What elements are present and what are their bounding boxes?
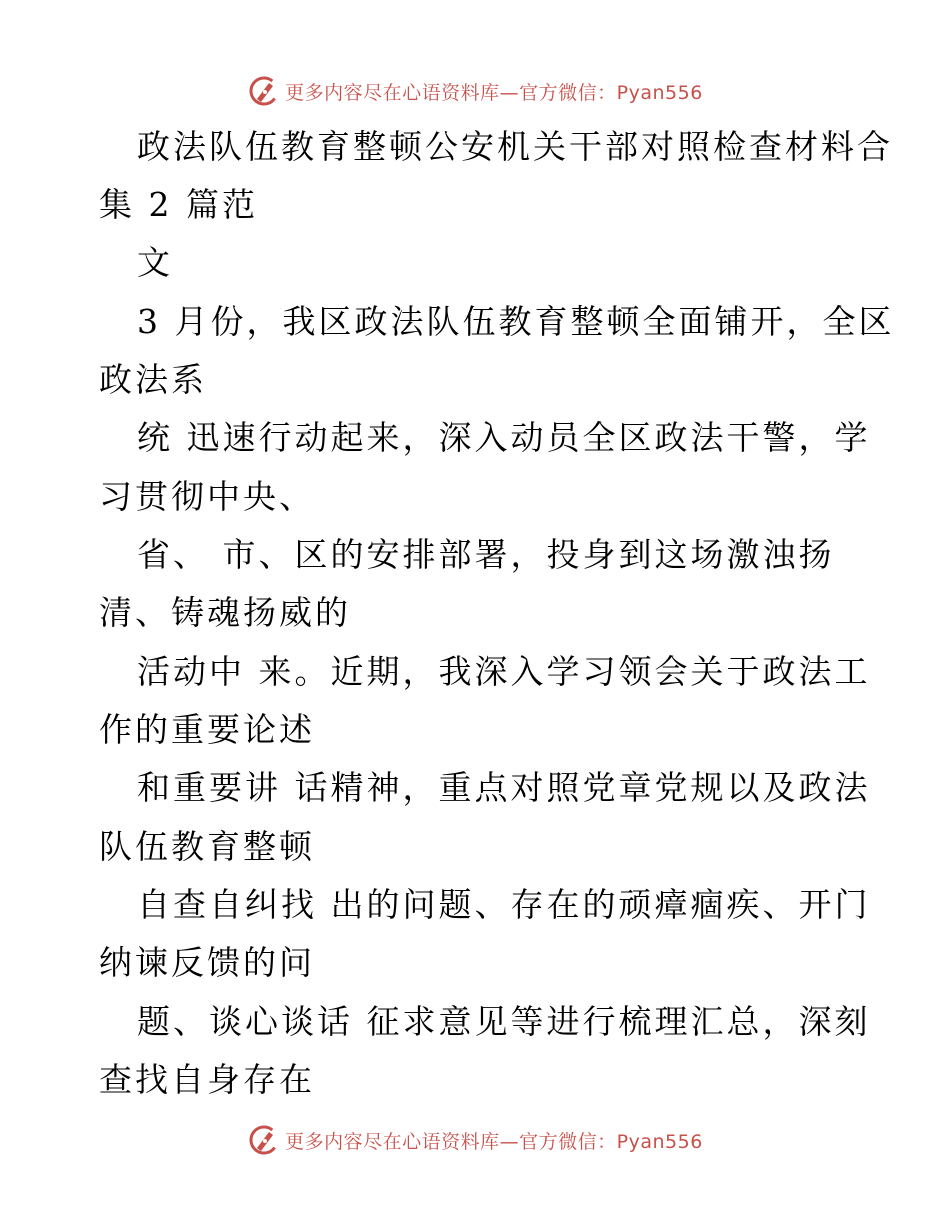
body-line: 和重要讲 话精神，重点对照党章党规以及政法 (137, 768, 871, 807)
title-line-3: 文 (137, 243, 173, 282)
body-line: 活动中 来。近期，我深入学习领会关于政法工 (137, 652, 871, 691)
footer-watermark-text: 更多内容尽在心语资料库—官方微信：Pyan556 (285, 1130, 703, 1153)
body-line: 清、铸魂扬威的 (99, 593, 351, 632)
body-line: 自查自纠找 出的问题、存在的顽瘴痼疾、开门 (137, 885, 871, 924)
pen-nib-logo-icon (247, 1123, 281, 1157)
body-line: 纳谏反馈的问 (99, 943, 315, 982)
title-line-2: 集 2 篇范 (99, 185, 258, 224)
body-line: 队伍教育整顿 (99, 827, 315, 866)
body-line: 3 月份，我区政法队伍教育整顿全面铺开，全区 (137, 302, 895, 341)
body-line: 题、谈心谈话 征求意见等进行梳理汇总，深刻 (137, 1002, 871, 1041)
title-line-1: 政法队伍教育整顿公安机关干部对照检查材料合 (137, 127, 893, 166)
body-line: 作的重要论述 (99, 710, 315, 749)
body-line: 政法系 (99, 360, 207, 399)
footer-watermark-banner (0, 1120, 950, 1160)
body-line: 统 迅速行动起来，深入动员全区政法干警，学 (137, 418, 871, 457)
header-watermark-banner (0, 71, 950, 111)
body-line: 省、 市、区的安排部署，投身到这场激浊扬 (137, 535, 835, 574)
pen-nib-logo-icon (247, 74, 281, 108)
body-line: 习贯彻中央、 (99, 477, 315, 516)
header-watermark-text: 更多内容尽在心语资料库—官方微信：Pyan556 (285, 81, 703, 104)
body-line: 查找自身存在 (99, 1060, 315, 1099)
